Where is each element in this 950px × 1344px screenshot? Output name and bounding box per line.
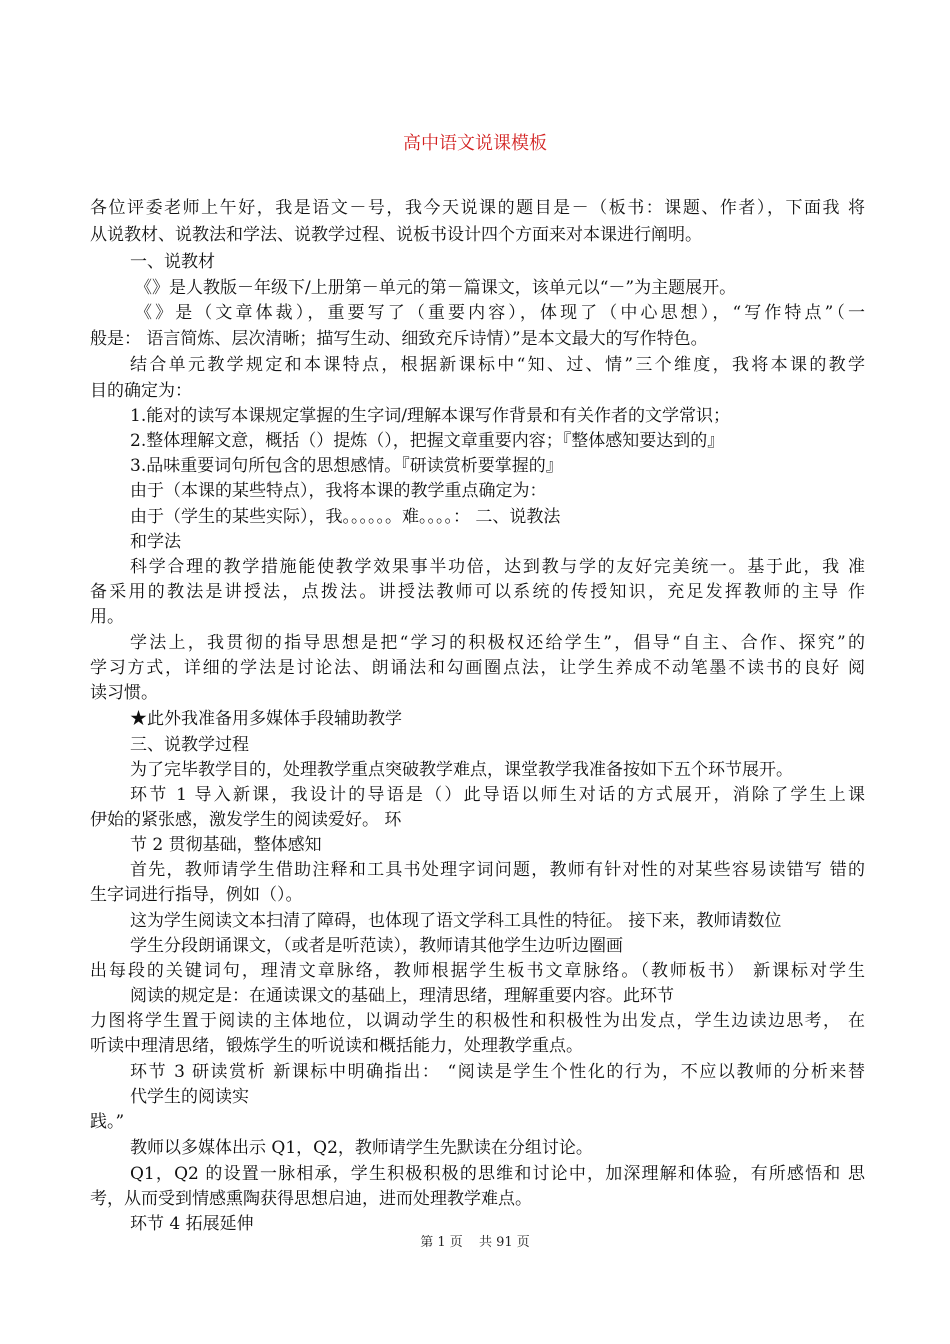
text-line: 听读中理清思绪，锻炼学生的听说读和概括能力，处理教学重点。: [90, 1036, 583, 1056]
text-line: 用。: [90, 607, 124, 627]
text-line: 学法上，我贯彻的指导思想是把“学习的积极权还给学生”，倡导“自主、合作、探究”的: [130, 633, 865, 653]
list-item: 3.品味重要词句所包含的思想感情。『研读赏析要掌握的』: [130, 456, 563, 476]
text-line: 阅读的规定是：在通读课文的基础上，理清思绪，理解重要内容。此环节: [130, 986, 674, 1006]
text-line: 学习方式，详细的学法是讨论法、朗诵法和勾画圈点法，让学生养成不动笔墨不读书的良好 阅: [90, 658, 865, 678]
text-line: 般是： 语言简炼、层次清晰；描写生动、细致充斥诗情）”是本文最大的写作特色。: [90, 329, 708, 349]
text-line: 环节 1 导入新课，我设计的导语是（）此导语以师生对话的方式展开，消除了学生上课: [130, 785, 865, 805]
text-line: 备采用的教法是讲授法，点拨法。讲授法教师可以系统的传授知识，充足发挥教师的主导 作: [90, 582, 865, 602]
text-line: 代学生的阅读实: [130, 1087, 249, 1107]
text-line: 教师以多媒体出示 Q1，Q2，教师请学生先默读在分组讨论。: [130, 1138, 593, 1158]
text-line: 读习惯。: [90, 683, 158, 703]
text-line: ★此外我准备用多媒体手段辅助教学: [130, 709, 402, 729]
text-line: 各位评委老师上午好，我是语文－号，我今天说课的题目是－（板书：课题、作者），下面我 将: [90, 198, 865, 218]
text-line: 科学合理的教学措施能使教学效果事半功倍，达到教与学的友好完美统一。基于此，我 准: [130, 557, 865, 577]
text-line: 《》是（文章体裁），重要写了（重要内容），体现了（中心思想），“写作特点”（一: [135, 303, 865, 323]
text-line: 环节 4 拓展延伸: [130, 1214, 254, 1234]
page-footer: [0, 1234, 950, 1252]
section-heading: 和学法: [130, 532, 181, 552]
text-line: 生字词进行指导，例如（）。: [90, 885, 303, 905]
text-line: 力图将学生置于阅读的主体地位，以调动学生的积极性和积极性为出发点，学生边读边思考， 在: [90, 1011, 865, 1031]
text-line: 目的确定为：: [90, 381, 192, 401]
text-line: 环节 3 研读赏析 新课标中明确指出： “阅读是学生个性化的行为，不应以教师的分析来替: [130, 1062, 865, 1082]
text-line: 节 2 贯彻基础，整体感知: [130, 835, 322, 855]
text-line: 结合单元教学规定和本课特点，根据新课标中“知、过、情”三个维度，我将本课的教学: [130, 355, 865, 375]
section-heading: 三、说教学过程: [130, 735, 249, 755]
text-line: 《》是人教版－年级下/上册第－单元的第－篇课文，该单元以“－”为主题展开。: [135, 278, 737, 298]
text-line: 考，从而受到情感熏陶获得思想启迪，进而处理教学难点。: [90, 1189, 532, 1209]
page-number: 第 1 页: [420, 1235, 463, 1250]
text-line: 从说教材、说教法和学法、说教学过程、说板书设计四个方面来对本课进行阐明。: [90, 225, 702, 245]
text-line: 学生分段朗诵课文，（或者是听范读），教师请其他学生边听边圈画: [130, 936, 623, 956]
list-item: 1.能对的读写本课规定掌握的生字词/理解本课写作背景和有关作者的文学常识；: [130, 406, 730, 426]
document-title: 高中语文说课模板: [403, 133, 547, 154]
text-line: 由于（学生的某些实际），我。。。。。。难。。。。： 二、说教法: [130, 507, 561, 527]
text-line: 出每段的关键词句，理清文章脉络，教师根据学生板书文章脉络。（教师板书） 新课标对学生: [90, 961, 865, 981]
text-line: Q1，Q2 的设置一脉相承，学生积极积极的思维和讨论中，加深理解和体验，有所感悟和 思: [130, 1164, 865, 1184]
page-total: 共 91 页: [478, 1235, 530, 1250]
text-line: 伊始的紧张感，激发学生的阅读爱好。 环: [90, 810, 402, 830]
list-item: 2.整体理解文意，概括（）提炼（），把握文章重要内容；『整体感知要达到的』: [130, 431, 725, 451]
text-line: 由于（本课的某些特点），我将本课的教学重点确定为：: [130, 481, 547, 501]
text-line: 践。”: [90, 1112, 125, 1132]
text-line: 这为学生阅读文本扫清了障碍，也体现了语文学科工具性的特征。 接下来，教师请数位: [130, 911, 782, 931]
text-line: 为了完毕教学目的，处理教学重点突破教学难点，课堂教学我准备按如下五个环节展开。: [130, 760, 793, 780]
text-line: 首先，教师请学生借助注释和工具书处理字词问题，教师有针对性的对某些容易读错写 错的: [130, 860, 865, 880]
section-heading: 一、说教材: [130, 252, 215, 272]
